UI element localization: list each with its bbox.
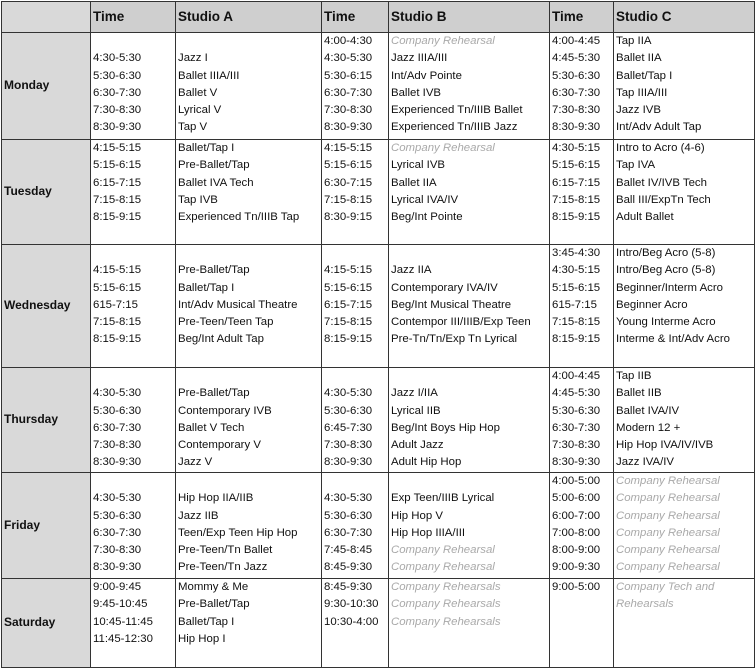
class-name: Tap IIB	[616, 370, 652, 382]
class-name: Lyrical IVB	[391, 159, 446, 172]
time-slot: 4:30-5:30	[324, 492, 373, 505]
time-slot: 8:15-9:15	[552, 211, 601, 224]
time-slot: 4:45-5:30	[552, 387, 601, 400]
class-name: Company Rehearsal	[616, 526, 720, 539]
class-name: Pre-Ballet/Tap	[178, 264, 250, 277]
day-row	[2, 245, 755, 368]
time-slot: 7:15-8:15	[324, 316, 373, 329]
schedule-table	[1, 1, 755, 668]
time-slot: 8:30-9:30	[552, 121, 601, 134]
class-name: Experienced Tn/IIIB Jazz	[391, 121, 518, 134]
time-slot: 8:00-9:00	[552, 544, 601, 557]
b-classes-cell	[389, 245, 550, 368]
time-slot: 5:30-6:30	[324, 509, 373, 522]
class-name: Jazz IVA/IV	[616, 456, 675, 469]
c-classes-cell	[614, 473, 755, 579]
class-name: Ballet V Tech	[178, 421, 245, 434]
b-times-cell	[322, 473, 389, 579]
class-name: Company Rehearsals	[391, 598, 501, 611]
class-name: Beginner Acro	[616, 298, 688, 311]
class-name: Intro/Beg Acro (5-8)	[616, 247, 716, 259]
time-slot: 6:30-7:15	[324, 176, 373, 189]
time-slot: 7:15-8:15	[552, 193, 601, 206]
c-times-cell	[550, 368, 614, 473]
class-name: Company Rehearsal	[616, 475, 720, 487]
class-name: Hip Hop IIIA/III	[391, 526, 466, 539]
class-name: Ballet IVB	[391, 86, 442, 99]
a-classes-cell	[176, 245, 322, 368]
b-classes-cell	[389, 33, 550, 140]
a-times-cell	[91, 245, 176, 368]
b-times-cell	[322, 245, 389, 368]
header-studio-a: Studio A	[176, 2, 322, 33]
time-slot: 615-7:15	[93, 298, 138, 311]
class-name: Company Rehearsal	[616, 561, 720, 574]
class-name	[178, 245, 321, 262]
time-slot: 7:30-8:30	[324, 439, 373, 452]
c-times-cell	[550, 140, 614, 245]
class-name: Pre-Ballet/Tap	[178, 159, 250, 172]
class-name: Interme & Int/Adv Acro	[616, 333, 730, 346]
time-slot: 5:15-6:15	[324, 159, 373, 172]
class-name	[391, 473, 549, 490]
class-name: Lyrical IVA/IV	[391, 193, 459, 206]
time-slot: 6:30-7:30	[93, 526, 142, 539]
class-name: Contemporary IVB	[178, 404, 272, 417]
time-slot: 5:30-6:30	[93, 69, 142, 82]
class-name: Young Interme Acro	[616, 316, 716, 329]
class-name: Company Rehearsal	[616, 492, 720, 505]
time-slot: 6:30-7:30	[324, 526, 373, 539]
c-times-cell	[550, 473, 614, 579]
class-name: Company Rehearsal	[391, 561, 495, 574]
c-classes-cell	[614, 33, 755, 140]
class-name: Jazz IIA	[391, 264, 432, 277]
time-slot: 8:15-9:15	[93, 333, 142, 346]
class-name: Adult Ballet	[616, 211, 674, 224]
time-slot	[93, 473, 175, 490]
time-slot: 10:30-4:00	[324, 615, 379, 628]
time-slot: 6:30-7:30	[552, 86, 601, 99]
class-name	[391, 245, 549, 262]
day-label: Friday	[2, 473, 91, 579]
class-name: Int/Adv Musical Theatre	[178, 298, 298, 311]
class-name: Lyrical V	[178, 104, 222, 117]
class-name: Tap IVA	[616, 159, 656, 172]
time-slot: 8:15-9:15	[93, 211, 142, 224]
class-name: Jazz IVB	[616, 104, 661, 117]
class-name: Ballet IV/IVB Tech	[616, 176, 707, 189]
time-slot: 4:30-5:15	[552, 142, 601, 154]
class-name: Pre-Teen/Tn Ballet	[178, 544, 273, 557]
c-classes-cell	[614, 368, 755, 473]
time-slot: 5:00-6:00	[552, 492, 601, 505]
class-name: Hip Hop I	[178, 632, 226, 645]
time-slot: 5:15-6:15	[552, 281, 601, 294]
class-name: Contempor III/IIIB/Exp Teen	[391, 316, 531, 329]
time-slot: 615-7:15	[552, 298, 597, 311]
class-name: Pre-Teen/Teen Tap	[178, 316, 274, 329]
class-name: Ballet/Tap I	[178, 281, 235, 294]
class-name: Beg/Int Pointe	[391, 211, 463, 224]
time-slot: 9:30-10:30	[324, 598, 379, 611]
class-name	[178, 33, 321, 50]
c-classes-cell	[614, 140, 755, 245]
time-slot: 4:00-4:45	[552, 35, 601, 47]
time-slot: 7:00-8:00	[552, 526, 601, 539]
time-slot: 6:45-7:30	[324, 421, 373, 434]
class-name: Pre-Teen/Tn Jazz	[178, 561, 268, 574]
time-slot	[93, 33, 175, 50]
time-slot: 5:30-6:30	[552, 69, 601, 82]
time-slot: 7:15-8:15	[552, 316, 601, 329]
day-row	[2, 473, 755, 579]
class-name: Int/Adv Pointe	[391, 69, 462, 82]
time-slot	[324, 245, 388, 262]
time-slot: 7:45-8:45	[324, 544, 373, 557]
b-classes-cell	[389, 368, 550, 473]
time-slot: 8:30-9:30	[93, 121, 142, 134]
class-name: Ballet IIA	[391, 176, 437, 189]
c-times-cell	[550, 245, 614, 368]
class-name: Ball III/ExpTn Tech	[616, 193, 711, 206]
time-slot: 4:30-5:15	[552, 264, 601, 277]
time-slot: 5:30-6:30	[552, 404, 601, 417]
class-name: Ballet V	[178, 86, 218, 99]
time-slot: 8:30-9:30	[93, 456, 142, 469]
time-slot: 7:30-8:30	[93, 439, 142, 452]
class-name: Ballet IIA	[616, 52, 662, 65]
time-slot: 9:00-9:45	[93, 581, 142, 593]
time-slot: 7:30-8:30	[552, 439, 601, 452]
time-slot: 4:30-5:30	[324, 52, 373, 65]
class-name: Ballet/Tap I	[178, 142, 235, 154]
c-classes-cell	[614, 579, 755, 668]
class-name: Company Rehearsals	[391, 581, 501, 593]
time-slot: 9:45-10:45	[93, 598, 148, 611]
time-slot	[324, 473, 388, 490]
class-name: Int/Adv Adult Tap	[616, 121, 702, 134]
class-name: Jazz I/IIA	[391, 387, 438, 400]
time-slot: 6:30-7:30	[552, 421, 601, 434]
day-row	[2, 33, 755, 140]
time-slot: 4:15-5:15	[324, 142, 373, 154]
a-classes-cell	[176, 33, 322, 140]
header-time-c: Time	[550, 2, 614, 33]
time-slot: 7:30-8:30	[93, 544, 142, 557]
time-slot: 4:15-5:15	[324, 264, 373, 277]
class-name: Beg/Int Musical Theatre	[391, 298, 512, 311]
time-slot: 8:15-9:15	[324, 333, 373, 346]
a-times-cell	[91, 368, 176, 473]
time-slot: 3:45-4:30	[552, 247, 601, 259]
time-slot: 7:15-8:15	[93, 316, 142, 329]
b-times-cell	[322, 140, 389, 245]
class-name: Company Rehearsal	[391, 544, 495, 557]
time-slot: 8:30-9:30	[552, 456, 601, 469]
a-classes-cell	[176, 579, 322, 668]
class-name: Ballet/Tap I	[178, 615, 235, 628]
time-slot: 10:45-11:45	[93, 615, 153, 628]
a-classes-cell	[176, 473, 322, 579]
day-row	[2, 368, 755, 473]
time-slot: 8:15-9:15	[552, 333, 601, 346]
class-name: Contemporary IVA/IV	[391, 281, 498, 294]
class-name: Mommy & Me	[178, 581, 249, 593]
time-slot: 7:15-8:15	[93, 193, 142, 206]
c-times-cell	[550, 33, 614, 140]
time-slot: 8:30-9:30	[324, 456, 373, 469]
time-slot: 4:45-5:30	[552, 52, 601, 65]
time-slot: 5:30-6:30	[93, 509, 142, 522]
time-slot: 6:15-7:15	[324, 298, 373, 311]
class-name: Intro to Acro (4-6)	[616, 142, 705, 154]
time-slot: 4:00-5:00	[552, 475, 601, 487]
class-name	[178, 473, 321, 490]
a-classes-cell	[176, 140, 322, 245]
class-name: Hip Hop IVA/IV/IVB	[616, 439, 714, 452]
class-name: Jazz I	[178, 52, 208, 65]
class-name: Beg/Int Adult Tap	[178, 333, 264, 346]
header-row	[2, 2, 755, 33]
class-name: Lyrical IIB	[391, 404, 441, 417]
day-row	[2, 140, 755, 245]
time-slot: 4:30-5:30	[93, 52, 142, 65]
time-slot: 5:30-6:15	[324, 69, 373, 82]
b-times-cell	[322, 368, 389, 473]
day-row	[2, 579, 755, 668]
time-slot: 5:30-6:30	[93, 404, 142, 417]
b-classes-cell	[389, 473, 550, 579]
class-name: Beginner/Interm Acro	[616, 281, 723, 294]
a-times-cell	[91, 140, 176, 245]
time-slot: 7:30-8:30	[93, 104, 142, 117]
time-slot: 4:30-5:30	[93, 492, 142, 505]
class-name: Hip Hop IIA/IIB	[178, 492, 254, 505]
time-slot: 6:30-7:30	[93, 86, 142, 99]
class-name: Exp Teen/IIIB Lyrical	[391, 492, 495, 505]
class-name: Ballet IIIA/III	[178, 69, 240, 82]
b-times-cell	[322, 33, 389, 140]
time-slot: 4:30-5:30	[93, 387, 142, 400]
time-slot: 6:15-7:15	[93, 176, 142, 189]
class-name	[178, 368, 321, 385]
class-name: Ballet IVA Tech	[178, 176, 254, 189]
class-name: Company Tech and Rehearsals	[616, 581, 715, 611]
time-slot: 11:45-12:30	[93, 632, 153, 645]
class-name: Tap IVB	[178, 193, 218, 206]
time-slot: 7:15-8:15	[324, 193, 373, 206]
header-time-b: Time	[322, 2, 389, 33]
time-slot: 9:00-9:30	[552, 561, 601, 574]
time-slot: 4:30-5:30	[324, 387, 373, 400]
day-label: Thursday	[2, 368, 91, 473]
time-slot: 8:30-9:30	[93, 561, 142, 574]
time-slot: 7:30-8:30	[552, 104, 601, 117]
time-slot: 7:30-8:30	[324, 104, 373, 117]
class-name: Ballet IIB	[616, 387, 662, 400]
time-slot: 4:00-4:45	[552, 370, 601, 382]
class-name: Jazz IIB	[178, 509, 219, 522]
day-label: Wednesday	[2, 245, 91, 368]
class-name: Experienced Tn/IIIB Tap	[178, 211, 300, 224]
time-slot	[93, 368, 175, 385]
class-name: Hip Hop V	[391, 509, 443, 522]
class-name: Experienced Tn/IIIB Ballet	[391, 104, 523, 117]
class-name: Company Rehearsal	[616, 509, 720, 522]
class-name: Jazz V	[178, 456, 213, 469]
time-slot	[324, 368, 388, 385]
day-label: Monday	[2, 33, 91, 140]
class-name: Jazz IIIA/III	[391, 52, 448, 65]
class-name: Pre-Ballet/Tap	[178, 598, 250, 611]
header-studio-c: Studio C	[614, 2, 755, 33]
class-name: Tap IIA	[616, 35, 652, 47]
c-classes-cell	[614, 245, 755, 368]
time-slot: 4:15-5:15	[93, 142, 142, 154]
time-slot	[93, 245, 175, 262]
b-classes-cell	[389, 140, 550, 245]
day-label: Tuesday	[2, 140, 91, 245]
b-times-cell	[322, 579, 389, 668]
class-name: Contemporary V	[178, 439, 261, 452]
a-times-cell	[91, 579, 176, 668]
a-times-cell	[91, 473, 176, 579]
time-slot: 8:30-9:15	[324, 211, 373, 224]
time-slot: 9:00-5:00	[552, 581, 601, 593]
header-studio-b: Studio B	[389, 2, 550, 33]
time-slot: 5:15-6:15	[93, 159, 142, 172]
time-slot: 5:15-6:15	[552, 159, 601, 172]
a-classes-cell	[176, 368, 322, 473]
time-slot: 5:30-6:30	[324, 404, 373, 417]
class-name: Teen/Exp Teen Hip Hop	[178, 526, 298, 539]
time-slot: 6:30-7:30	[93, 421, 142, 434]
time-slot: 8:30-9:30	[324, 121, 373, 134]
class-name: Tap IIIA/III	[616, 86, 668, 99]
class-name: Company Rehearsals	[391, 615, 501, 628]
a-times-cell	[91, 33, 176, 140]
class-name: Pre-Ballet/Tap	[178, 387, 250, 400]
time-slot: 4:00-4:30	[324, 35, 373, 47]
class-name: Beg/Int Boys Hip Hop	[391, 421, 500, 434]
class-name: Adult Jazz	[391, 439, 444, 452]
c-times-cell	[550, 579, 614, 668]
time-slot: 5:15-6:15	[324, 281, 373, 294]
class-name: Modern 12 +	[616, 421, 681, 434]
class-name: Pre-Tn/Tn/Exp Tn Lyrical	[391, 333, 517, 346]
class-name: Company Rehearsal	[391, 142, 495, 154]
day-label: Saturday	[2, 579, 91, 668]
class-name: Company Rehearsal	[391, 35, 495, 47]
time-slot: 5:15-6:15	[93, 281, 142, 294]
class-name: Intro/Beg Acro (5-8)	[616, 264, 716, 277]
class-name: Company Rehearsal	[616, 544, 720, 557]
class-name: Tap V	[178, 121, 208, 134]
time-slot: 6:00-7:00	[552, 509, 601, 522]
header-day	[2, 2, 91, 33]
header-time-a: Time	[91, 2, 176, 33]
time-slot: 8:45-9:30	[324, 561, 373, 574]
time-slot: 8:45-9:30	[324, 581, 373, 593]
class-name	[391, 368, 549, 385]
time-slot: 6:30-7:30	[324, 86, 373, 99]
class-name: Ballet/Tap I	[616, 69, 673, 82]
time-slot: 6:15-7:15	[552, 176, 601, 189]
class-name: Ballet IVA/IV	[616, 404, 680, 417]
time-slot: 4:15-5:15	[93, 264, 142, 277]
b-classes-cell	[389, 579, 550, 668]
class-name: Adult Hip Hop	[391, 456, 462, 469]
